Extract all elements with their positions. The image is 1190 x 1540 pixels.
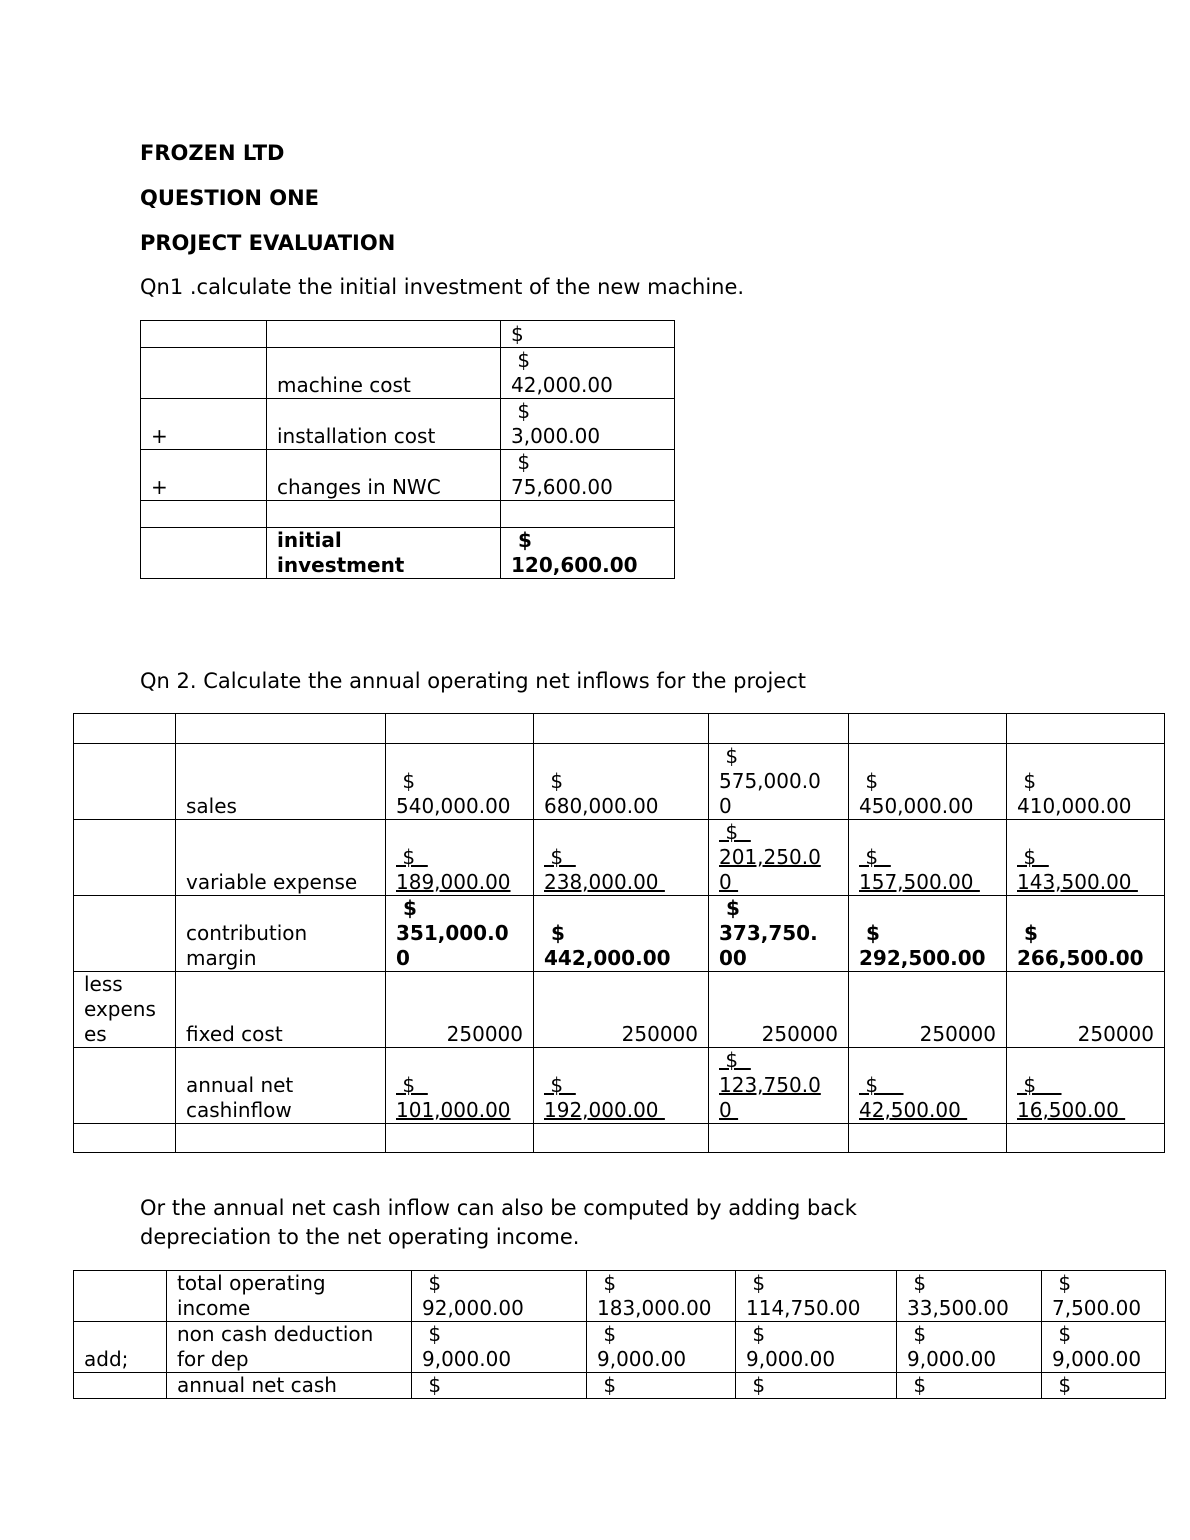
value-cell: $ bbox=[1042, 1373, 1166, 1399]
table-row bbox=[141, 501, 675, 528]
table-row bbox=[74, 714, 1165, 744]
variable-expense-row bbox=[74, 820, 1165, 896]
value-cell: $ bbox=[897, 1373, 1042, 1399]
value-cell: $ 238,000.00 bbox=[534, 820, 709, 896]
row-label: fixed cost bbox=[176, 972, 386, 1048]
row-label: sales bbox=[176, 744, 386, 820]
company-title: FROZEN LTD bbox=[140, 141, 285, 165]
value-cell: $ 9,000.00 bbox=[1042, 1322, 1166, 1373]
value-cell: $ 351,000.0 0 bbox=[386, 896, 534, 972]
table-row bbox=[74, 1124, 1165, 1153]
value-cell: $ 16,500.00 bbox=[1007, 1048, 1165, 1124]
value-cell: $ 189,000.00 bbox=[386, 820, 534, 896]
value-cell: $ 442,000.00 bbox=[534, 896, 709, 972]
value-cell: $ 157,500.00 bbox=[849, 820, 1007, 896]
question-title: QUESTION ONE bbox=[140, 186, 320, 210]
qn2-text: Qn 2. Calculate the annual operating net inflows for the project bbox=[140, 669, 807, 693]
total-row bbox=[141, 528, 675, 579]
value-cell: 250000 bbox=[709, 972, 849, 1048]
side-label bbox=[74, 1373, 167, 1399]
qn1-text: Qn1 .calculate the initial investment of the new machine. bbox=[140, 275, 745, 299]
sign-cell: + bbox=[141, 399, 267, 450]
value-cell: $ 540,000.00 bbox=[386, 744, 534, 820]
table-row bbox=[141, 348, 675, 399]
value-cell: $ 143,500.00 bbox=[1007, 820, 1165, 896]
value-cell: $ bbox=[587, 1373, 736, 1399]
value-cell: $ 3,000.00 bbox=[501, 399, 675, 450]
value-cell: $ 9,000.00 bbox=[412, 1322, 587, 1373]
annual-net-cash-row bbox=[74, 1373, 1166, 1399]
value-cell: $ 33,500.00 bbox=[897, 1271, 1042, 1322]
side-label: add; bbox=[74, 1322, 167, 1373]
total-label: initial investment bbox=[267, 528, 501, 579]
value-cell: $ 450,000.00 bbox=[849, 744, 1007, 820]
value-cell: $ 9,000.00 bbox=[897, 1322, 1042, 1373]
value-cell: 250000 bbox=[849, 972, 1007, 1048]
value-cell: $ 42,000.00 bbox=[501, 348, 675, 399]
value-cell: 250000 bbox=[1007, 972, 1165, 1048]
value-cell: $ 9,000.00 bbox=[736, 1322, 897, 1373]
value-cell: 250000 bbox=[386, 972, 534, 1048]
row-label: annual net cashinflow bbox=[176, 1048, 386, 1124]
value-cell: $ 192,000.00 bbox=[534, 1048, 709, 1124]
table-row bbox=[141, 321, 675, 348]
fixed-cost-row bbox=[74, 972, 1165, 1048]
value-cell: $ 7,500.00 bbox=[1042, 1271, 1166, 1322]
value-cell: $ 114,750.00 bbox=[736, 1271, 897, 1322]
contribution-margin-row bbox=[74, 896, 1165, 972]
table-row bbox=[141, 450, 675, 501]
value-cell: $ 201,250.0 0 bbox=[709, 820, 849, 896]
value-cell: $ bbox=[736, 1373, 897, 1399]
value-cell: $ 101,000.00 bbox=[386, 1048, 534, 1124]
side-label bbox=[74, 1271, 167, 1322]
initial-investment-table bbox=[140, 320, 675, 579]
operating-inflows-table bbox=[73, 713, 1165, 1153]
value-cell: $ 123,750.0 0 bbox=[709, 1048, 849, 1124]
depreciation-row bbox=[74, 1322, 1166, 1373]
total-operating-income-row bbox=[74, 1271, 1166, 1322]
label-cell: changes in NWC bbox=[267, 450, 501, 501]
annual-net-cashinflow-row bbox=[74, 1048, 1165, 1124]
value-cell: $ 292,500.00 bbox=[849, 896, 1007, 972]
row-label: annual net cash bbox=[167, 1373, 412, 1399]
value-cell: $ bbox=[412, 1373, 587, 1399]
currency-header: $ bbox=[501, 321, 675, 348]
label-cell: installation cost bbox=[267, 399, 501, 450]
or-text-line-2: depreciation to the net operating income. bbox=[140, 1225, 580, 1249]
side-label: less expens es bbox=[74, 972, 176, 1048]
value-cell: $ 266,500.00 bbox=[1007, 896, 1165, 972]
value-cell: $ 9,000.00 bbox=[587, 1322, 736, 1373]
row-label: variable expense bbox=[176, 820, 386, 896]
sales-row bbox=[74, 744, 1165, 820]
value-cell: $ 92,000.00 bbox=[412, 1271, 587, 1322]
value-cell: $ 373,750. 00 bbox=[709, 896, 849, 972]
sign-cell: + bbox=[141, 450, 267, 501]
value-cell: $ 42,500.00 bbox=[849, 1048, 1007, 1124]
value-cell: 250000 bbox=[534, 972, 709, 1048]
value-cell: $ 183,000.00 bbox=[587, 1271, 736, 1322]
sign-cell bbox=[141, 348, 267, 399]
value-cell: $ 680,000.00 bbox=[534, 744, 709, 820]
or-text-line-1: Or the annual net cash inflow can also be computed by adding back bbox=[140, 1196, 857, 1220]
value-cell: $ 75,600.00 bbox=[501, 450, 675, 501]
total-value: $ 120,600.00 bbox=[501, 528, 675, 579]
row-label: total operating income bbox=[167, 1271, 412, 1322]
section-title: PROJECT EVALUATION bbox=[140, 231, 396, 255]
table-row bbox=[141, 399, 675, 450]
value-cell: $ 575,000.0 0 bbox=[709, 744, 849, 820]
alternative-computation-table bbox=[73, 1270, 1166, 1399]
row-label: contribution margin bbox=[176, 896, 386, 972]
value-cell: $ 410,000.00 bbox=[1007, 744, 1165, 820]
label-cell: machine cost bbox=[267, 348, 501, 399]
row-label: non cash deduction for dep bbox=[167, 1322, 412, 1373]
